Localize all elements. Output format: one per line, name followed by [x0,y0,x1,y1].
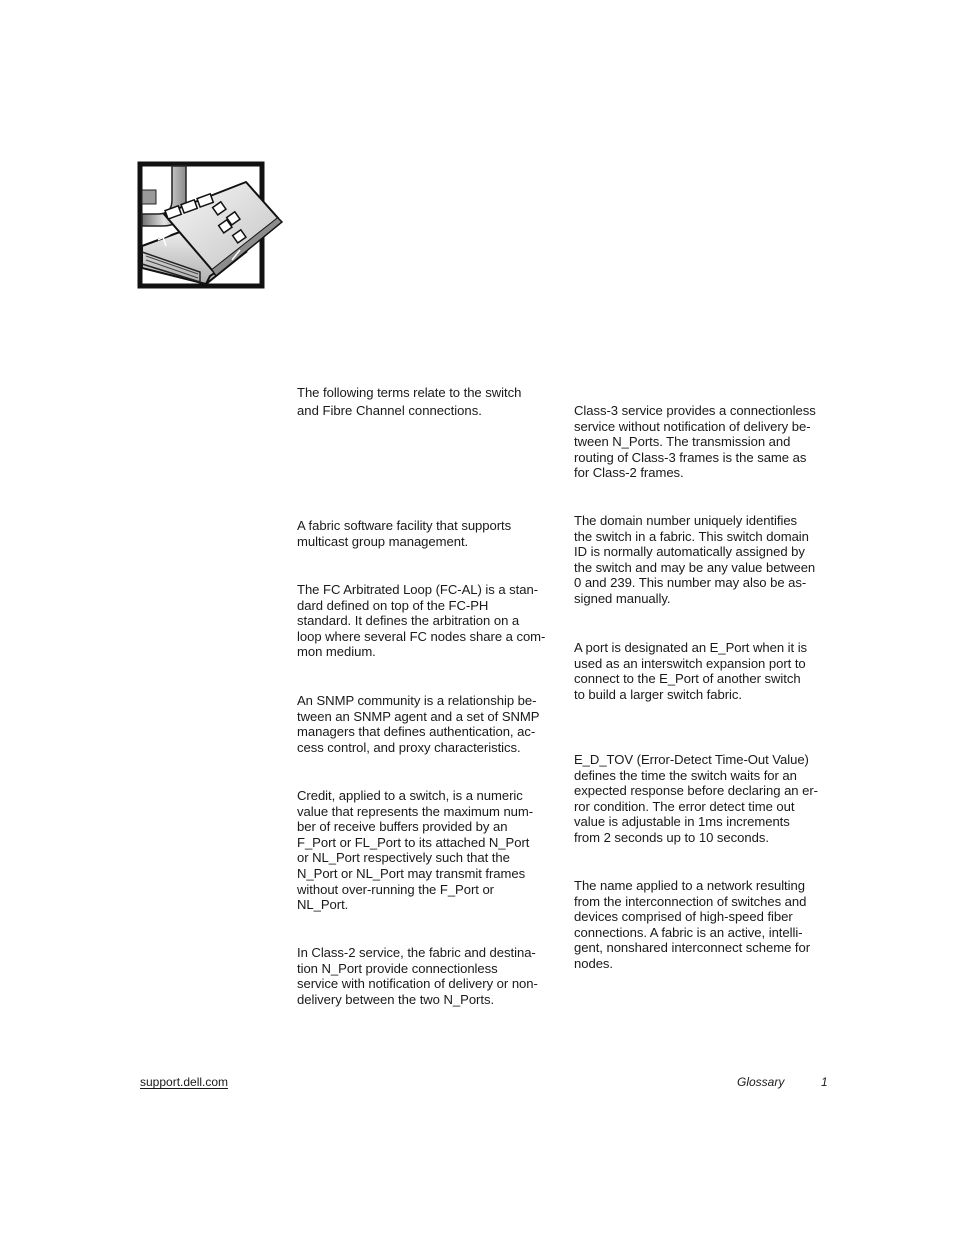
intro-text-line2: and Fibre Channel connections. [297,403,482,418]
definition-multicast-service: A fabric software facility that supports multicast group management. [297,518,512,549]
definition-community-snmp: An SNMP community is a relationship be- tween an SNMP agent and a set of SNMP managers that defines authentication, ac- cess control, and proxy characteristics. [297,693,540,755]
definition-class-3-service: Class-3 service provides a connectionless service without notification of delivery be- tween N_Ports. The transmission and routing of Class-3 frames is the same as for Class-2 frames. [574,403,816,481]
definition-domain-id: The domain number uniquely identifies the switch in a fabric. This switch domain ID is normally automatically assigned by the switch and may be any value between 0 and 239. This number may also be as- signed manually. [574,513,816,606]
definition-class-2-service: In Class-2 service, the fabric and destina- tion N_Port provide connectionless service with notification of delivery or non- delivery between the two N_Ports. [297,945,538,1007]
footer-section-title: Glossary [737,1075,785,1089]
definition-e-d-tov: E_D_TOV (Error-Detect Time-Out Value) defines the time the switch waits for an expected response before declaring an er- ror condition. The error detect time out value is adjustable in 1ms increments from 2 seconds up to 10 seconds. [574,752,818,845]
definition-fabric: The name applied to a network resulting from the interconnection of switches and devices comprised of high-speed fiber connections. A fabric is an active, intelli- gent, nonshared interconnect scheme for nodes. [574,878,811,971]
support-site-link[interactable]: support.dell.com [140,1075,229,1089]
book-and-keypad-illustration-icon [136,160,286,292]
definition-credit: Credit, applied to a switch, is a numeric value that represents the maximum num- ber of receive buffers provided by an F_Port or FL_Port to its attached N_Port or NL_Port respectively such that the N_Port or NL_Port may transmit frames without over-running the F_Port or NL_Port. [297,788,534,913]
page-number: 1 [821,1075,828,1089]
definition-e-port: A port is designated an E_Port when it is used as an interswitch expansion port to connect to the E_Port of another switch to build a larger switch fabric. [574,640,808,702]
intro-text-line1: The following terms relate to the switch [297,385,522,400]
definition-arbitrated-loop: The FC Arbitrated Loop (FC-AL) is a stan- dard defined on top of the FC-PH standard. It defines the arbitration on a loop where several FC nodes share a com- mon medium. [297,582,546,660]
